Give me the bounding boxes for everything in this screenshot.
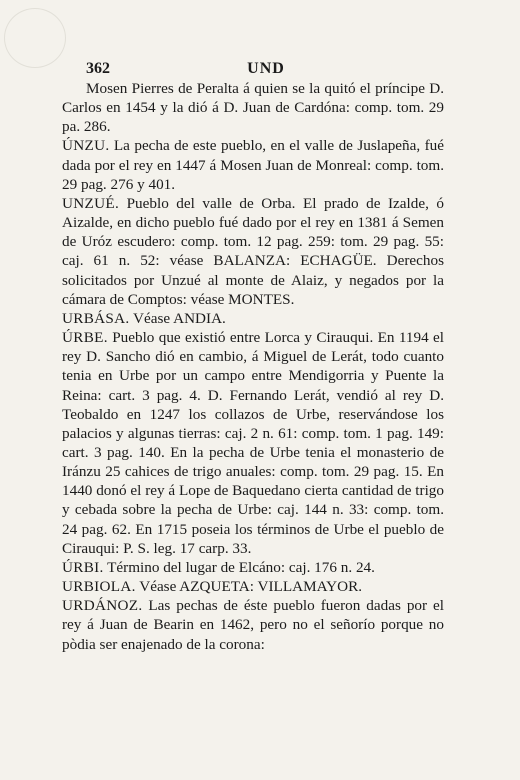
entry-text: Pueblo del valle de Orba. El prado de Izalde, ó Aizalde, en dicho pueblo fué dado por el rey en 1381 á Semen de Uróz escudero: comp. tom. 12 pag. 259: tom. 29 pag. 55: caj. 61 n. 52: véase BALANZA: ECHAGÜE. Derechos solicitados por Unzué al monte de Alaiz, y negados por la cámara de Comptos: véase MONTES. — [62, 194, 444, 308]
entry-text: La pecha de este pueblo, en el valle de Juslapeña, fué dada por el rey en 1447 á Mosen Juan de Monreal: comp. tom. 29 pag. 276 y 401. — [62, 137, 444, 193]
entry-urbe — [62, 328, 444, 558]
entry-term: URBÁSA. — [62, 309, 130, 327]
entry-urbi — [62, 558, 444, 577]
entry-text: Las pechas de éste pueblo fueron dadas por el rey á Juan de Bearin en 1462, pero no el señorío porque no pòdia ser enajenado de la corona: — [62, 597, 444, 653]
entry-text: Mosen Pierres de Peralta á quien se la quitó el príncipe D. Carlos en 1454 y la dió á D. Juan de Cardóna: comp. tom. 29 pa. 286. — [62, 80, 444, 136]
entry-urdanoz — [62, 596, 444, 653]
entry-text: Véase AZQUETA: VILLAMAYOR. — [139, 578, 363, 596]
entry-term: ÚRBI. — [62, 558, 104, 576]
running-head: UND — [247, 60, 285, 77]
entry-term: URDÁNOZ. — [62, 597, 143, 615]
entry-term: ÚRBE. — [62, 329, 108, 347]
entry-term: UNZUÉ. — [62, 194, 120, 212]
dictionary-entries — [62, 79, 444, 654]
entry-text: Pueblo que existió entre Lorca y Cirauqui. En 1194 el rey D. Sancho dió en cambio, á Miguel de Lerát, todo cuanto tenia en Urbe por un campo entre Mendigorria y Puente la Reina: cart. 3 pag. 4. D. Fernando Lerát, vendió al rey D. Teobaldo en 1247 los collazos de Urbe, reservándose los palacios y algunas tierras: caj. 2 n. 61: comp. tom. 1 pag. 149: cart. 3 pag. 140. En la pecha de Urbe tenia el monasterio de Iránzu 25 cahices de trigo anuales: comp. tom. 29 pag. 15. En 1440 donó el rey á Lope de Baquedano cierta cantidad de trigo y cebada sobre la pecha de Urbe: caj. 144 n. 33: comp. tom. 24 pag. 62. En 1715 poseia los términos de Urbe el pueblo de Cirauqui: P. S. leg. 17 carp. 33. — [62, 329, 445, 557]
entry-term: URBIOLA. — [62, 578, 136, 596]
entry-unzue — [62, 194, 444, 309]
entry-urbasa — [62, 309, 444, 328]
entry-text: Término del lugar de Elcáno: caj. 176 n. 24. — [107, 558, 375, 576]
entry-urbiola — [62, 577, 444, 596]
entry-unzu — [62, 136, 444, 193]
entry-text: Véase ANDIA. — [133, 309, 226, 327]
page-number: 362 — [86, 60, 110, 77]
entry-continuation — [62, 79, 444, 136]
entry-term: ÚNZU. — [62, 137, 110, 155]
library-stamp-mark — [4, 8, 66, 68]
